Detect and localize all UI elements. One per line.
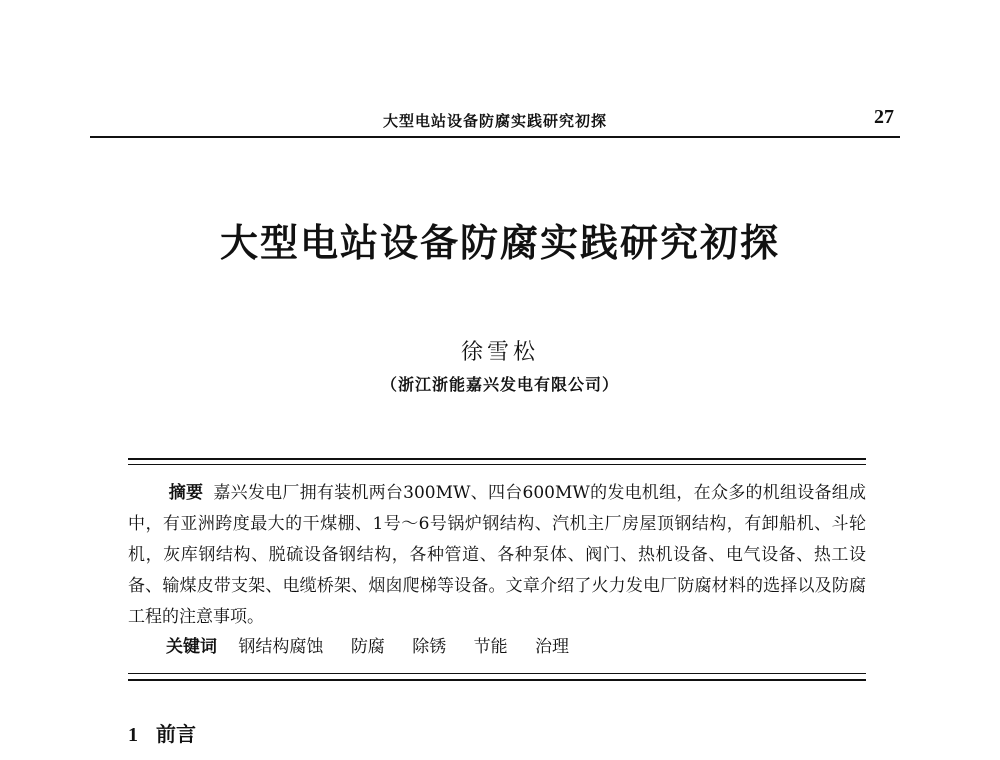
keywords-label: 关键词 bbox=[166, 637, 217, 657]
keyword: 防腐 bbox=[350, 637, 385, 657]
abstract-bottom-rule-thick bbox=[128, 679, 866, 681]
abstract bbox=[128, 478, 866, 633]
keywords-line bbox=[166, 634, 591, 660]
article-title: 大型电站设备防腐实践研究初探 bbox=[219, 220, 780, 265]
keyword: 钢结构腐蚀 bbox=[238, 637, 324, 657]
abstract-top-rule-thick bbox=[128, 458, 866, 460]
abstract-text: 嘉兴发电厂拥有装机两台300MW、四台600MW的发电机组，在众多的机组设备组成中，有亚洲跨度最大的干煤棚、1号～6号锅炉钢结构、汽机主厂房屋顶钢结构，有卸船机、斗轮机，灰库钢结构、脱硫设备钢结构，各种管道、各种泵体、阀门、热机设备、电气设备、热工设备、输煤皮带支架、电缆桥架、烟囱爬梯等设备。文章介绍了火力发电厂防腐材料的选择以及防腐工程的注意事项。 bbox=[128, 483, 867, 627]
keyword: 治理 bbox=[535, 637, 570, 657]
author-name: 徐雪松 bbox=[460, 340, 539, 365]
section-heading bbox=[128, 718, 196, 747]
abstract-label: 摘要 bbox=[168, 483, 204, 503]
keyword: 节能 bbox=[473, 637, 508, 657]
section-number: 1 bbox=[128, 724, 138, 746]
abstract-top-rule-thin bbox=[128, 464, 866, 465]
page-number: 27 bbox=[874, 106, 894, 128]
abstract-bottom-rule-thin bbox=[128, 673, 866, 674]
author-affiliation: （浙江浙能嘉兴发电有限公司） bbox=[380, 375, 619, 394]
running-header bbox=[90, 100, 900, 138]
section-title: 前言 bbox=[156, 722, 196, 746]
running-title: 大型电站设备防腐实践研究初探 bbox=[382, 112, 607, 130]
keyword: 除锈 bbox=[412, 637, 447, 657]
